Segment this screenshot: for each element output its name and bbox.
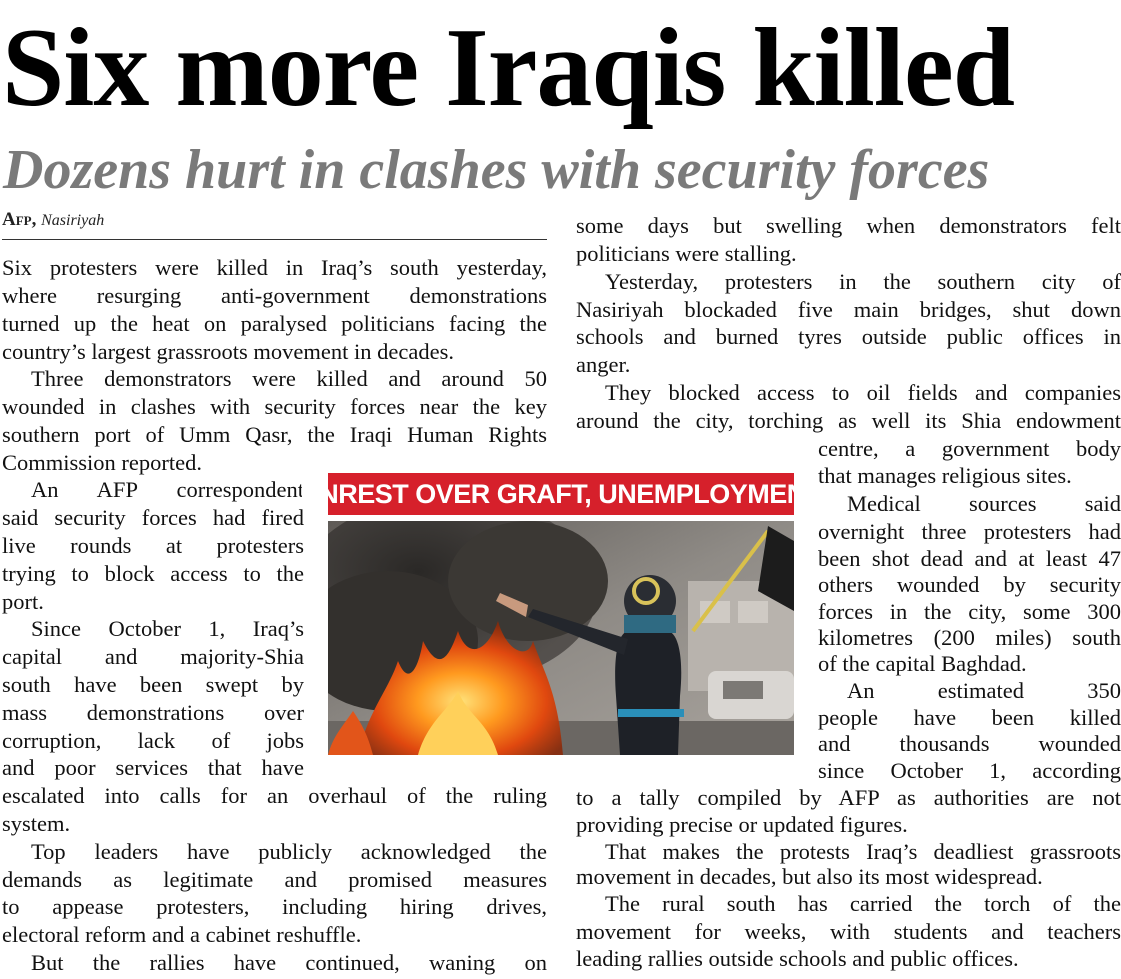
byline-agency: Afp, <box>2 209 37 230</box>
article-line: electoral reform and a cabinet reshuffle. <box>2 922 362 947</box>
article-line: south have been swept by <box>2 672 304 697</box>
article-line: That makes the protests Iraq’s deadliest grassroots <box>605 839 1121 864</box>
article-line: The rural south has carried the torch of the <box>605 891 1121 916</box>
article-line: schools and burned tyres outside public offices in <box>576 324 1121 349</box>
protester-fire-photo <box>328 521 794 755</box>
article-line: capital and majority-Shia <box>2 644 304 669</box>
article-line: been shot dead and at least 47 <box>818 546 1121 571</box>
article-line: wounded in clashes with security forces near the key <box>2 394 547 419</box>
photo-box <box>300 473 822 755</box>
article-line: turned up the heat on paralysed politicians facing the <box>2 311 547 336</box>
article-line: Top leaders have publicly acknowledged the <box>31 839 547 864</box>
article-line: some days but swelling when demonstrators felt <box>576 213 1121 238</box>
article-line: An estimated 350 <box>847 678 1121 703</box>
article-line: kilometres (200 miles) south <box>818 625 1121 650</box>
article-line: and poor services that have <box>2 755 304 780</box>
article-line: port. <box>2 589 44 614</box>
byline-rule <box>2 239 547 240</box>
photo-banner <box>300 473 822 515</box>
article-line: and thousands wounded <box>818 731 1121 756</box>
article-line: overnight three protesters had <box>818 519 1121 544</box>
article-line: movement in decades, but also its most widespread. <box>576 864 1043 889</box>
article-line: system. <box>2 811 71 836</box>
photo-banner-text: UNREST OVER GRAFT, UNEMPLOYMENT <box>300 478 822 509</box>
article-line: of the capital Baghdad. <box>818 651 1027 676</box>
article-line: country’s largest grassroots movement in decades. <box>2 339 454 364</box>
article-line: others wounded by security <box>818 572 1121 597</box>
article-line: southern port of Umm Qasr, the Iraqi Human Rights <box>2 422 547 447</box>
article-line: Nasiriyah blockaded five main bridges, shut down <box>576 297 1121 322</box>
article-line: They blocked access to oil fields and companies <box>605 380 1121 405</box>
article-line: said security forces had fired <box>2 505 304 530</box>
article-line: anger. <box>576 352 631 377</box>
article-line: to appease protesters, including hiring drives, <box>2 894 547 919</box>
article-line: Medical sources said <box>847 491 1121 516</box>
article-line: escalated into calls for an overhaul of the ruling <box>2 783 547 808</box>
article-line: centre, a government body <box>818 436 1121 461</box>
article-line: politicians were stalling. <box>576 241 797 266</box>
article-line: Three demonstrators were killed and around 50 <box>31 366 547 391</box>
article-line: to a tally compiled by AFP as authorities are not <box>576 785 1121 810</box>
article-line: But the rallies have continued, waning on <box>31 950 547 975</box>
article-line: around the city, torching as well its Shia endowment <box>576 408 1121 433</box>
article-line: Commission reported. <box>2 450 202 475</box>
article-line: where resurging anti-government demonstrations <box>2 283 547 308</box>
article-line: Six protesters were killed in Iraq’s south yesterday, <box>2 255 547 280</box>
article-line: corruption, lack of jobs <box>2 728 304 753</box>
article-line: mass demonstrations over <box>2 700 304 725</box>
byline-place: Nasiriyah <box>41 212 105 229</box>
article-line: leading rallies outside schools and public offices. <box>576 946 1019 971</box>
article-line: people have been killed <box>818 705 1121 730</box>
headline: Six more Iraqis killed <box>2 6 1015 130</box>
article-line: providing precise or updated figures. <box>576 812 908 837</box>
article-line: An AFP correspondent <box>31 477 304 502</box>
article-line: demands as legitimate and promised measures <box>2 867 547 892</box>
article-line: Since October 1, Iraq’s <box>31 616 304 641</box>
article-line: forces in the city, some 300 <box>818 599 1121 624</box>
subheadline: Dozens hurt in clashes with security forces <box>3 139 990 201</box>
article-line: since October 1, according <box>818 758 1121 783</box>
byline <box>2 207 104 233</box>
article-line: that manages religious sites. <box>818 463 1072 488</box>
article-line: live rounds at protesters <box>2 533 304 558</box>
article-line: trying to block access to the <box>2 561 304 586</box>
article-line: movement for weeks, with students and teachers <box>576 919 1121 944</box>
article-line: Yesterday, protesters in the southern city of <box>605 269 1121 294</box>
